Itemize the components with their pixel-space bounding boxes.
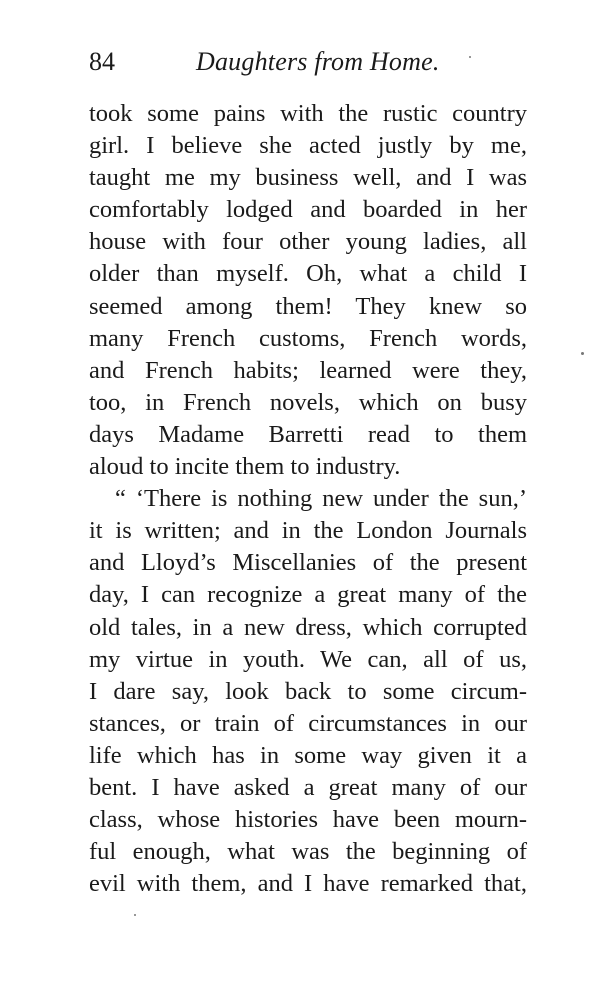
text-line: taught me my business well, and I was [89, 164, 527, 192]
text-line: seemed among them! They knew so [89, 292, 527, 320]
body-text [89, 98, 527, 900]
paper-speck [581, 352, 584, 355]
text-line: old tales, in a new dress, which corrupted [89, 613, 527, 641]
text-line: I dare say, look back to some circum- [89, 677, 527, 705]
text-line: “ ‘There is nothing new under the sun,’ [115, 485, 527, 513]
text-line: day, I can recognize a great many of the [89, 581, 527, 609]
text-line: evil with them, and I have remarked that, [89, 870, 527, 898]
running-title: Daughters from Home. [196, 47, 440, 76]
text-line: comfortably lodged and boarded in her [89, 196, 527, 224]
text-line: my virtue in youth. We can, all of us, [89, 645, 527, 673]
text-line: stances, or train of circumstances in our [89, 709, 527, 737]
text-line: class, whose histories have been mourn- [89, 806, 527, 834]
text-line: and French habits; learned were they, [89, 356, 527, 384]
paper-speck [469, 56, 471, 58]
text-line: house with four other young ladies, all [89, 228, 527, 256]
text-line: girl. I believe she acted justly by me, [89, 132, 527, 160]
page-header [89, 44, 529, 84]
text-line: life which has in some way given it a [89, 741, 527, 769]
page-number: 84 [89, 47, 115, 76]
text-line: ful enough, what was the beginning of [89, 838, 527, 866]
text-line: many French customs, French words, [89, 324, 527, 352]
text-line: it is written; and in the London Journals [89, 517, 527, 545]
text-line: took some pains with the rustic country [89, 100, 527, 127]
paper-speck [134, 914, 136, 916]
text-line: too, in French novels, which on busy [89, 388, 527, 416]
text-line: aloud to incite them to industry. [89, 453, 401, 481]
text-line: days Madame Barretti read to them [89, 420, 527, 448]
text-line: bent. I have asked a great many of our [89, 773, 527, 801]
text-line: and Lloyd’s Miscellanies of the present [89, 549, 527, 577]
text-line: older than myself. Oh, what a child I [89, 260, 527, 288]
